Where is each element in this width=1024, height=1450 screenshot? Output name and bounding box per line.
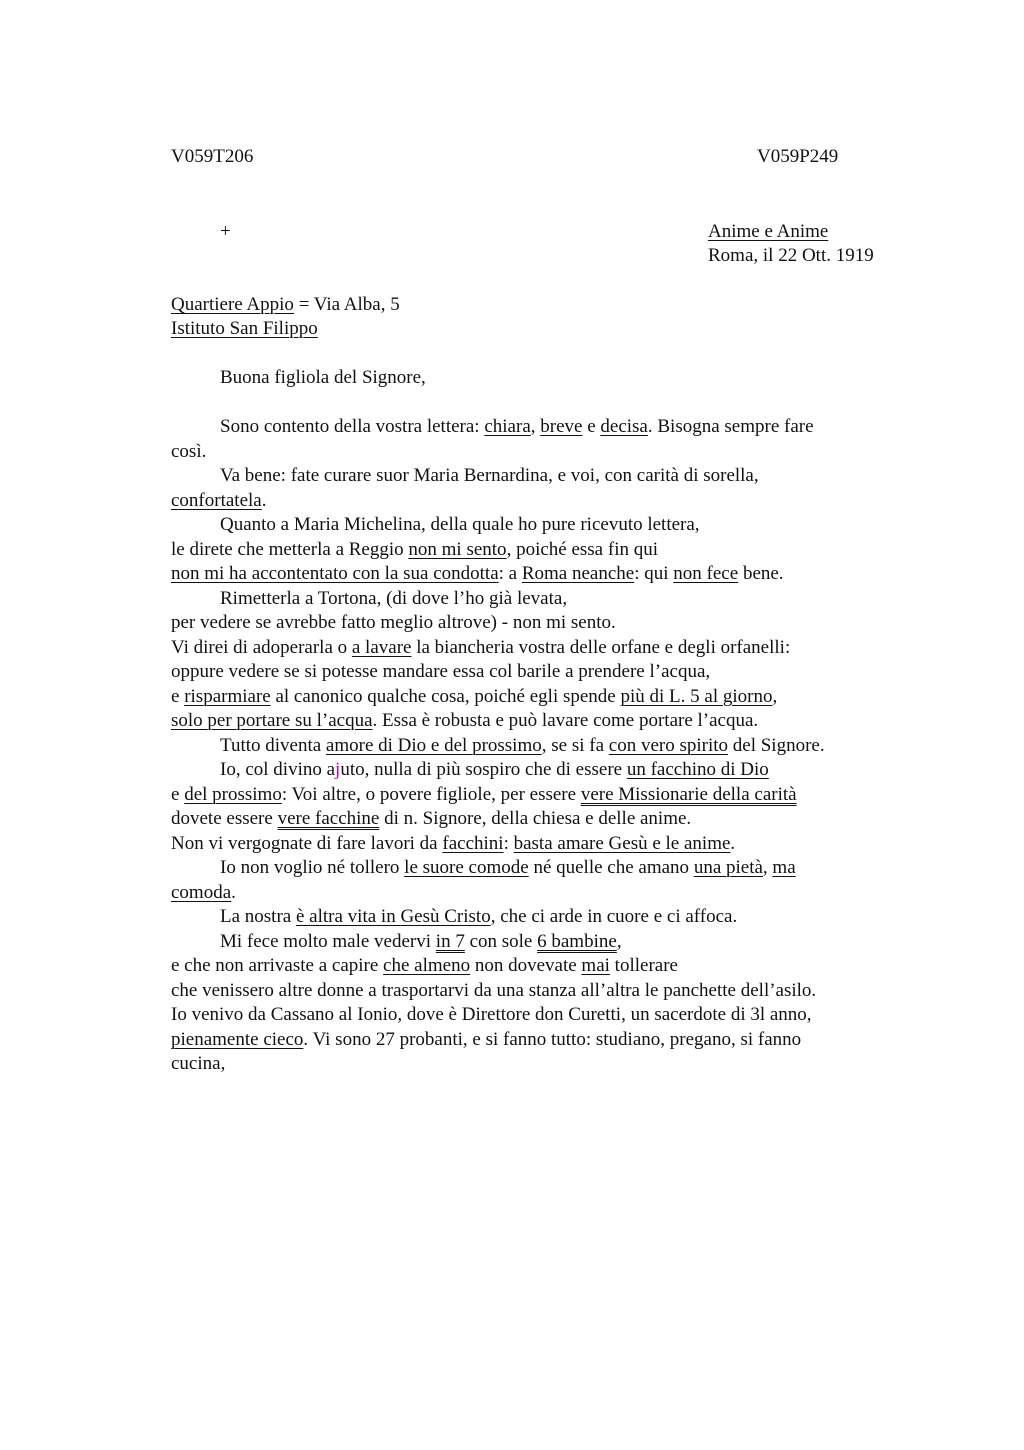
text-segment: Vi direi di adoperarla o (171, 636, 352, 658)
text-segment: non dovevate (470, 955, 582, 976)
letter-line (171, 1052, 891, 1077)
letter-line (171, 905, 891, 930)
letter-line (171, 660, 891, 685)
underlined-text: vere Missionarie della carità (580, 783, 797, 805)
letter-line (171, 685, 891, 710)
address-line (171, 294, 400, 316)
underlined-text: una pietà (693, 857, 763, 878)
underlined-text: in 7 (435, 930, 465, 952)
text-segment: e (171, 685, 185, 707)
text-segment: Va bene: fate curare suor Maria Bernardina, e voi, con carità di sorella, (220, 465, 759, 486)
text-segment: , (616, 930, 622, 952)
underlined-text: non mi ha accontentato con la sua condotta (171, 563, 499, 584)
address-street: = Via Alba, 5 (293, 294, 400, 315)
text-segment: , poiché essa fin qui (506, 538, 658, 560)
text-segment: , (772, 685, 778, 707)
text-segment: : Voi altre, o povere figliole, per essere (281, 783, 581, 805)
underlined-text: chiara (484, 416, 531, 437)
place-date: Roma, il 22 Ott. 1919 (708, 245, 874, 266)
salutation: Buona figliola del Signore, (220, 367, 426, 388)
letter-line (171, 930, 891, 955)
text-segment: Tutto diventa (220, 734, 326, 756)
text-segment: che venissero altre donne a trasportarvi da una stanza all’altra le panchette dell’asilo. (171, 979, 817, 1001)
underlined-text: più di L. 5 al giorno (620, 685, 773, 707)
text-segment: : qui (634, 563, 674, 584)
letter-line (171, 562, 891, 587)
text-segment: e (582, 416, 601, 437)
text-segment: Io non voglio né tollero (220, 857, 405, 878)
text-segment: . Essa è robusta e può lavare come portare l’acqua. (372, 710, 759, 731)
underlined-text: del prossimo (184, 783, 282, 805)
text-segment: né quelle che amano (528, 857, 694, 878)
letter-line (171, 832, 891, 857)
underlined-text: solo per portare su l’acqua (171, 710, 373, 731)
text-segment: Mi fece molto male vedervi (220, 930, 436, 952)
letter-line (171, 954, 891, 979)
text-segment: . Bisogna sempre fare (647, 416, 814, 437)
text-segment: per vedere se avrebbe fatto meglio altrove) - non mi sento. (171, 612, 616, 633)
letter-line (171, 783, 891, 808)
letter-line (171, 979, 891, 1004)
letter-line (171, 538, 891, 563)
letter-line (171, 881, 891, 906)
text-segment: la biancheria vostra delle orfane e degli orfanelli: (411, 636, 791, 658)
text-segment: . Vi sono 27 probanti, e si fanno tutto: studiano, pregano, si fanno (303, 1028, 802, 1050)
underlined-text: mai (581, 955, 610, 976)
letter-line (171, 856, 891, 881)
text-segment: uto, nulla di più sospiro che di essere (340, 759, 627, 780)
text-segment: e che non arrivaste a capire (171, 955, 384, 976)
underlined-text: amore di Dio e del prossimo (325, 734, 542, 756)
underlined-text: facchini (442, 832, 504, 854)
underlined-text: comoda (171, 881, 232, 903)
letter-line (171, 807, 891, 832)
letter-line (171, 440, 891, 465)
text-segment: , che ci arde in cuore e ci affoca. (490, 906, 738, 927)
text-segment: bene. (738, 563, 784, 584)
underlined-text: a lavare (351, 636, 412, 658)
address-district: Quartiere Appio (171, 294, 294, 315)
text-segment: . (261, 489, 267, 511)
text-segment: , (762, 857, 773, 878)
letter-line (171, 636, 891, 661)
text-segment: dovete essere (171, 808, 278, 829)
underlined-text: un facchino di Dio (626, 759, 769, 780)
letter-body (171, 415, 891, 1077)
document-code-right: V059P249 (757, 146, 839, 167)
letter-line (171, 1028, 891, 1053)
underlined-text: basta amare Gesù e le anime (513, 832, 731, 854)
underlined-text: risparmiare (184, 685, 271, 707)
letter-line (171, 489, 891, 514)
text-segment: La nostra (220, 906, 296, 927)
text-segment: del Signore. (728, 734, 825, 756)
text-segment: al canonico qualche cosa, poiché egli spende (270, 685, 621, 707)
text-segment: Sono contento della vostra lettera: (220, 416, 485, 437)
underlined-text: ma (772, 857, 796, 878)
text-segment: : a (498, 563, 522, 584)
underlined-text: non fece (673, 563, 739, 584)
underlined-text: decisa (600, 416, 648, 437)
letter-line (171, 758, 891, 783)
highlighted-letter: j (335, 759, 341, 780)
text-segment: Non vi vergognate di fare lavori da (171, 832, 443, 854)
text-segment: , (530, 416, 541, 437)
motto: Anime e Anime (708, 221, 829, 242)
letter-line (171, 464, 891, 489)
text-segment: . (231, 881, 236, 903)
letter-line (171, 587, 891, 612)
address-institute: Istituto San Filippo (171, 318, 318, 339)
cross-symbol: + (220, 221, 231, 242)
underlined-text: breve (540, 416, 583, 437)
underlined-text: pienamente cieco (171, 1028, 304, 1050)
underlined-text: con vero spirito (608, 734, 729, 756)
text-segment: di n. Signore, della chiesa e delle anime. (379, 808, 692, 829)
underlined-text: vere facchine (277, 808, 380, 829)
document-code-left: V059T206 (171, 146, 254, 167)
text-segment: Rimetterla a Tortona, (di dove l’ho già levata, (220, 587, 568, 609)
underlined-text: 6 bambine (537, 930, 617, 952)
underlined-text: confortatela (171, 489, 262, 511)
text-segment: oppure vedere se si potesse mandare essa col barile a prendere l’acqua, (171, 661, 711, 682)
text-segment: . (730, 832, 736, 854)
text-segment: tollerare (609, 955, 678, 976)
text-segment: le direte che metterla a Reggio (171, 538, 409, 560)
text-segment: : (503, 832, 514, 854)
letter-line (171, 611, 891, 636)
letter-line (171, 1003, 891, 1028)
letter-line (171, 709, 891, 734)
letter-line (171, 734, 891, 759)
text-segment: e (171, 783, 185, 805)
text-segment: Io, col divino a (220, 759, 336, 780)
underlined-text: le suore comode (404, 857, 529, 878)
text-segment: cucina, (171, 1053, 226, 1074)
text-segment: con sole (464, 930, 538, 952)
text-segment: così. (171, 440, 207, 462)
underlined-text: Roma neanche (521, 563, 635, 584)
text-segment: Quanto a Maria Michelina, della quale ho pure ricevuto lettera, (220, 514, 700, 535)
text-segment: , se si fa (541, 734, 609, 756)
underlined-text: non mi sento (408, 538, 507, 560)
underlined-text: che almeno (383, 955, 471, 976)
letter-line (171, 415, 891, 440)
letter-line (171, 513, 891, 538)
text-segment: Io venivo da Cassano al Ionio, dove è Direttore don Curetti, un sacerdote di 3l anno, (171, 1004, 812, 1025)
underlined-text: è altra vita in Gesù Cristo (295, 906, 491, 927)
